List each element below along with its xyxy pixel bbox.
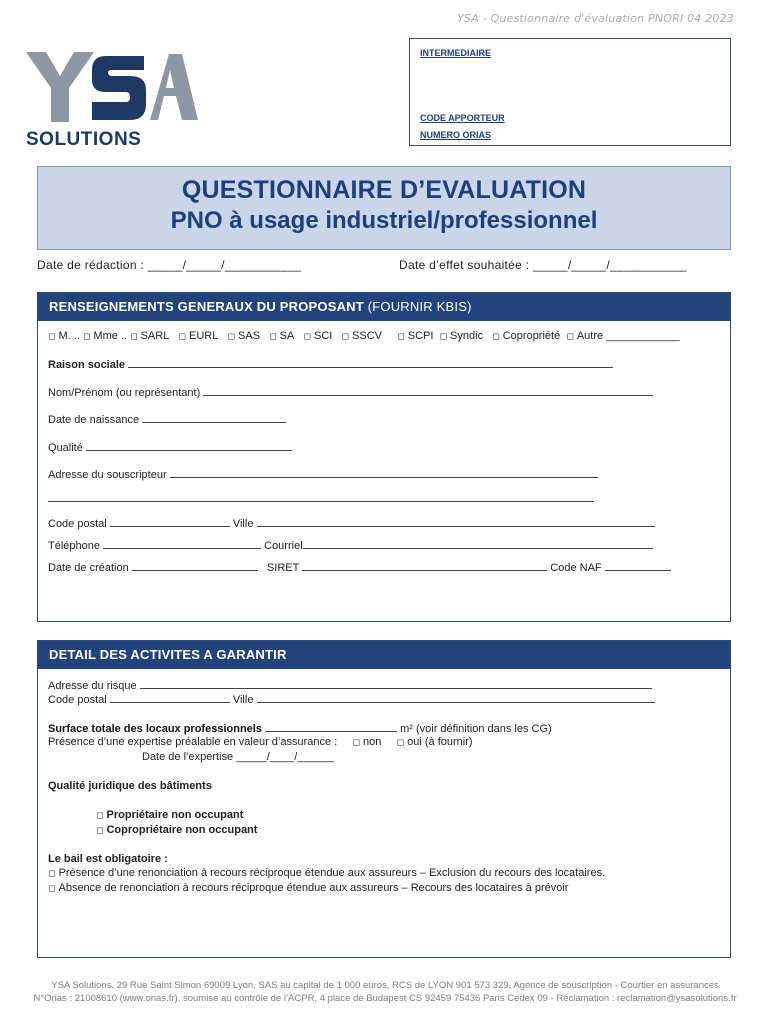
- surface-row[interactable]: Surface totale des locaux professionnels m² (voir définition dans les CG): [48, 723, 552, 735]
- option-sas[interactable]: ◻ SAS: [227, 330, 261, 342]
- logo-s-mark: [92, 56, 146, 120]
- intermediary-box: [409, 38, 731, 146]
- option-copropriete[interactable]: ◻ Copropriété: [492, 330, 561, 342]
- section-renseignements: [37, 292, 731, 622]
- logo-a-mark: [150, 54, 198, 120]
- page-title: QUESTIONNAIRE D’EVALUATION: [181, 176, 587, 204]
- option-sscv[interactable]: ◻ SSCV: [341, 330, 382, 342]
- coproprietaire-option[interactable]: ◻ Copropriétaire non occupant: [96, 824, 258, 836]
- code-postal-ville-row[interactable]: Code postal Ville: [48, 516, 655, 530]
- footer-line-2: N°Orias : 21008610 (www.orias.fr), soumise au contrôle de l’ACPR, 4 place de Budapest CS 92459 75436 Paris Cedex 09 - Réclamation : reclamation@ysasolutions.fr: [33, 993, 737, 1004]
- proprietaire-option[interactable]: ◻ Propriétaire non occupant: [96, 809, 244, 821]
- code-apporteur-label: CODE APPORTEUR: [420, 113, 505, 123]
- option-eurl[interactable]: ◻ EURL: [178, 330, 219, 342]
- section-heading: DETAIL DES ACTIVITES A GARANTIR: [38, 641, 730, 669]
- date-redaction-field[interactable]: Date de rédaction : _____/_____/___________: [37, 258, 302, 272]
- nom-prenom-row[interactable]: Nom/Prénom (ou représentant): [48, 385, 653, 399]
- adresse-row-2[interactable]: [48, 491, 594, 505]
- page-subtitle: PNO à usage industriel/professionnel: [170, 207, 598, 234]
- date-effet-field[interactable]: Date d’effet souhaitée : _____/_____/___________: [399, 258, 687, 272]
- option-sci[interactable]: ◻ SCI: [303, 330, 333, 342]
- title-banner: [37, 166, 731, 250]
- legal-form-options: [48, 330, 680, 342]
- option-scpi[interactable]: ◻ SCPI: [397, 330, 434, 342]
- footer-line-1: YSA Solutions, 29 Rue Saint Simon 69009 Lyon, SAS au capital de 1 000 euros, RCS de LYON 901 573 329, Agence de souscription - Courtier en assurances: [51, 980, 719, 991]
- section-heading: [38, 293, 730, 321]
- intermediaire-label: INTERMEDIAIRE: [420, 48, 492, 58]
- expertise-row: Présence d’une expertise préalable en valeur d’assurance : ◻ non ◻ oui (à fournir): [48, 736, 473, 748]
- logo-subtitle: SOLUTIONS: [26, 129, 142, 150]
- bail-option-2[interactable]: ◻ Absence de renonciation à recours réciproque étendue aux assureurs – Recours des locataires à prévoir: [48, 882, 569, 894]
- section-title: RENSEIGNEMENTS GENERAUX DU PROPOSANT: [49, 299, 364, 314]
- option-sa[interactable]: ◻ SA: [269, 330, 295, 342]
- section-title-suffix: (FOURNIR KBIS): [367, 299, 472, 314]
- option-m[interactable]: ◻ M. ..: [48, 330, 80, 342]
- option-syndic[interactable]: ◻ Syndic: [439, 330, 484, 342]
- bail-heading: Le bail est obligatoire :: [48, 853, 168, 865]
- option-sarl[interactable]: ◻ SARL: [130, 330, 170, 342]
- date-expertise-field[interactable]: Date de l’expertise _____/____/______: [142, 751, 335, 763]
- option-autre[interactable]: ◻ Autre ____________: [566, 330, 680, 342]
- expertise-oui-option[interactable]: ◻ oui (à fournir): [396, 736, 473, 748]
- creation-siret-naf-row[interactable]: Date de création SIRET Code NAF: [48, 560, 671, 574]
- adresse-row[interactable]: Adresse du souscripteur: [48, 467, 598, 481]
- expertise-non-option[interactable]: ◻ non: [352, 736, 382, 748]
- telephone-courriel-row[interactable]: Téléphone Courriel: [48, 538, 653, 552]
- logo-y-mark: [26, 52, 94, 122]
- raison-sociale-row[interactable]: Raison sociale: [48, 357, 613, 371]
- adresse-risque-row[interactable]: Adresse du risque: [48, 678, 652, 692]
- bail-option-1[interactable]: ◻ Présence d’une renonciation à recours réciproque étendue aux assureurs – Exclusion du recours des locataires.: [48, 867, 606, 879]
- option-mme[interactable]: ◻ Mme ..: [82, 330, 128, 342]
- document-reference: YSA - Questionnaire d'évaluation PNORI 04 2023: [457, 12, 734, 25]
- date-naissance-row[interactable]: Date de naissance: [48, 412, 286, 426]
- numero-orias-label: NUMERO ORIAS: [420, 130, 492, 140]
- risque-cp-ville-row[interactable]: Code postal Ville: [48, 692, 655, 706]
- qualite-juridique-heading: Qualité juridique des bâtiments: [48, 780, 212, 792]
- qualite-row[interactable]: Qualité: [48, 440, 292, 454]
- section-activites: [37, 640, 731, 958]
